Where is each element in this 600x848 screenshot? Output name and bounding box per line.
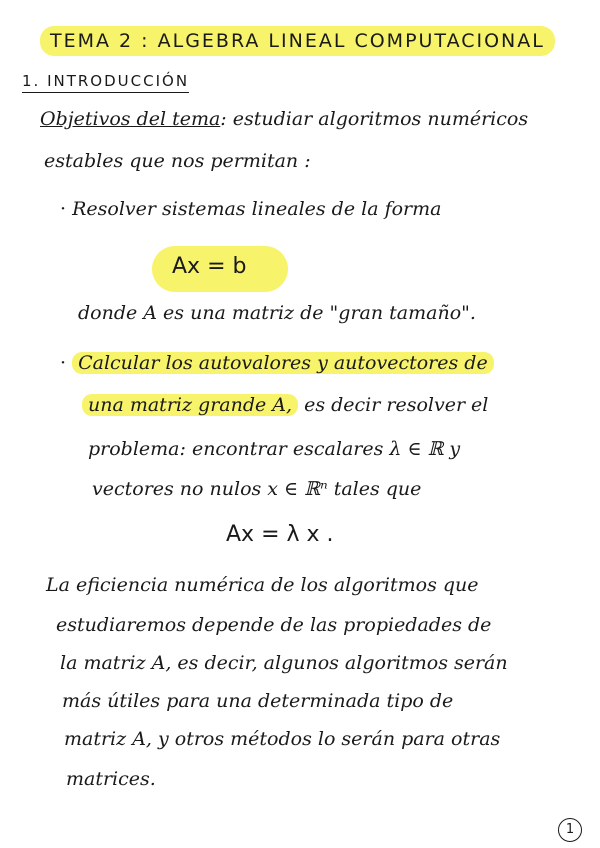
- paragraph-line-6: matrices.: [66, 768, 156, 790]
- formula-1: Ax = b: [172, 254, 247, 279]
- page-title: [40, 22, 570, 60]
- page-number: 1: [558, 818, 582, 842]
- bullet-2-line-1: [60, 352, 494, 374]
- bullet-2-highlight-2: una matriz grande A,: [82, 394, 298, 416]
- bullet-2-line-2: [82, 394, 488, 416]
- paragraph-line-4: más útiles para una determinada tipo de: [62, 690, 454, 712]
- bullet-dot: ·: [60, 198, 67, 220]
- objectives-line-1-rest: : estudiar algoritmos numéricos: [220, 108, 529, 130]
- bullet-dot: ·: [60, 352, 67, 374]
- objectives-line-1: [40, 108, 528, 130]
- paragraph-line-5: matriz A, y otros métodos lo serán para otras: [64, 728, 501, 750]
- bullet-2-highlight-1: Calcular los autovalores y autovectores de: [72, 352, 494, 374]
- bullet-1-text: Resolver sistemas lineales de la forma: [72, 198, 442, 220]
- paragraph-line-3: la matriz A, es decir, algunos algoritmos serán: [60, 652, 508, 674]
- bullet-1: [60, 198, 441, 220]
- paragraph-line-1: La eficiencia numérica de los algoritmos que: [46, 574, 479, 596]
- bullet-2-line-4: vectores no nulos x ∈ ℝⁿ tales que: [92, 478, 422, 500]
- objectives-line-2: estables que nos permitan :: [44, 150, 311, 172]
- donde-line: donde A es una matriz de "gran tamaño".: [78, 302, 476, 324]
- bullet-2-line-3: problema: encontrar escalares λ ∈ ℝ y: [88, 438, 461, 460]
- objectives-label: Objetivos del tema: [40, 108, 221, 130]
- paragraph-line-2: estudiaremos depende de las propiedades de: [56, 614, 492, 636]
- formula-2: Ax = λ x .: [226, 522, 334, 547]
- bullet-2-line-2-rest: es decir resolver el: [298, 394, 489, 416]
- section-heading: 1. INTRODUCCIÓN: [22, 72, 189, 93]
- title-highlight: TEMA 2 : ALGEBRA LINEAL COMPUTACIONAL: [40, 26, 555, 56]
